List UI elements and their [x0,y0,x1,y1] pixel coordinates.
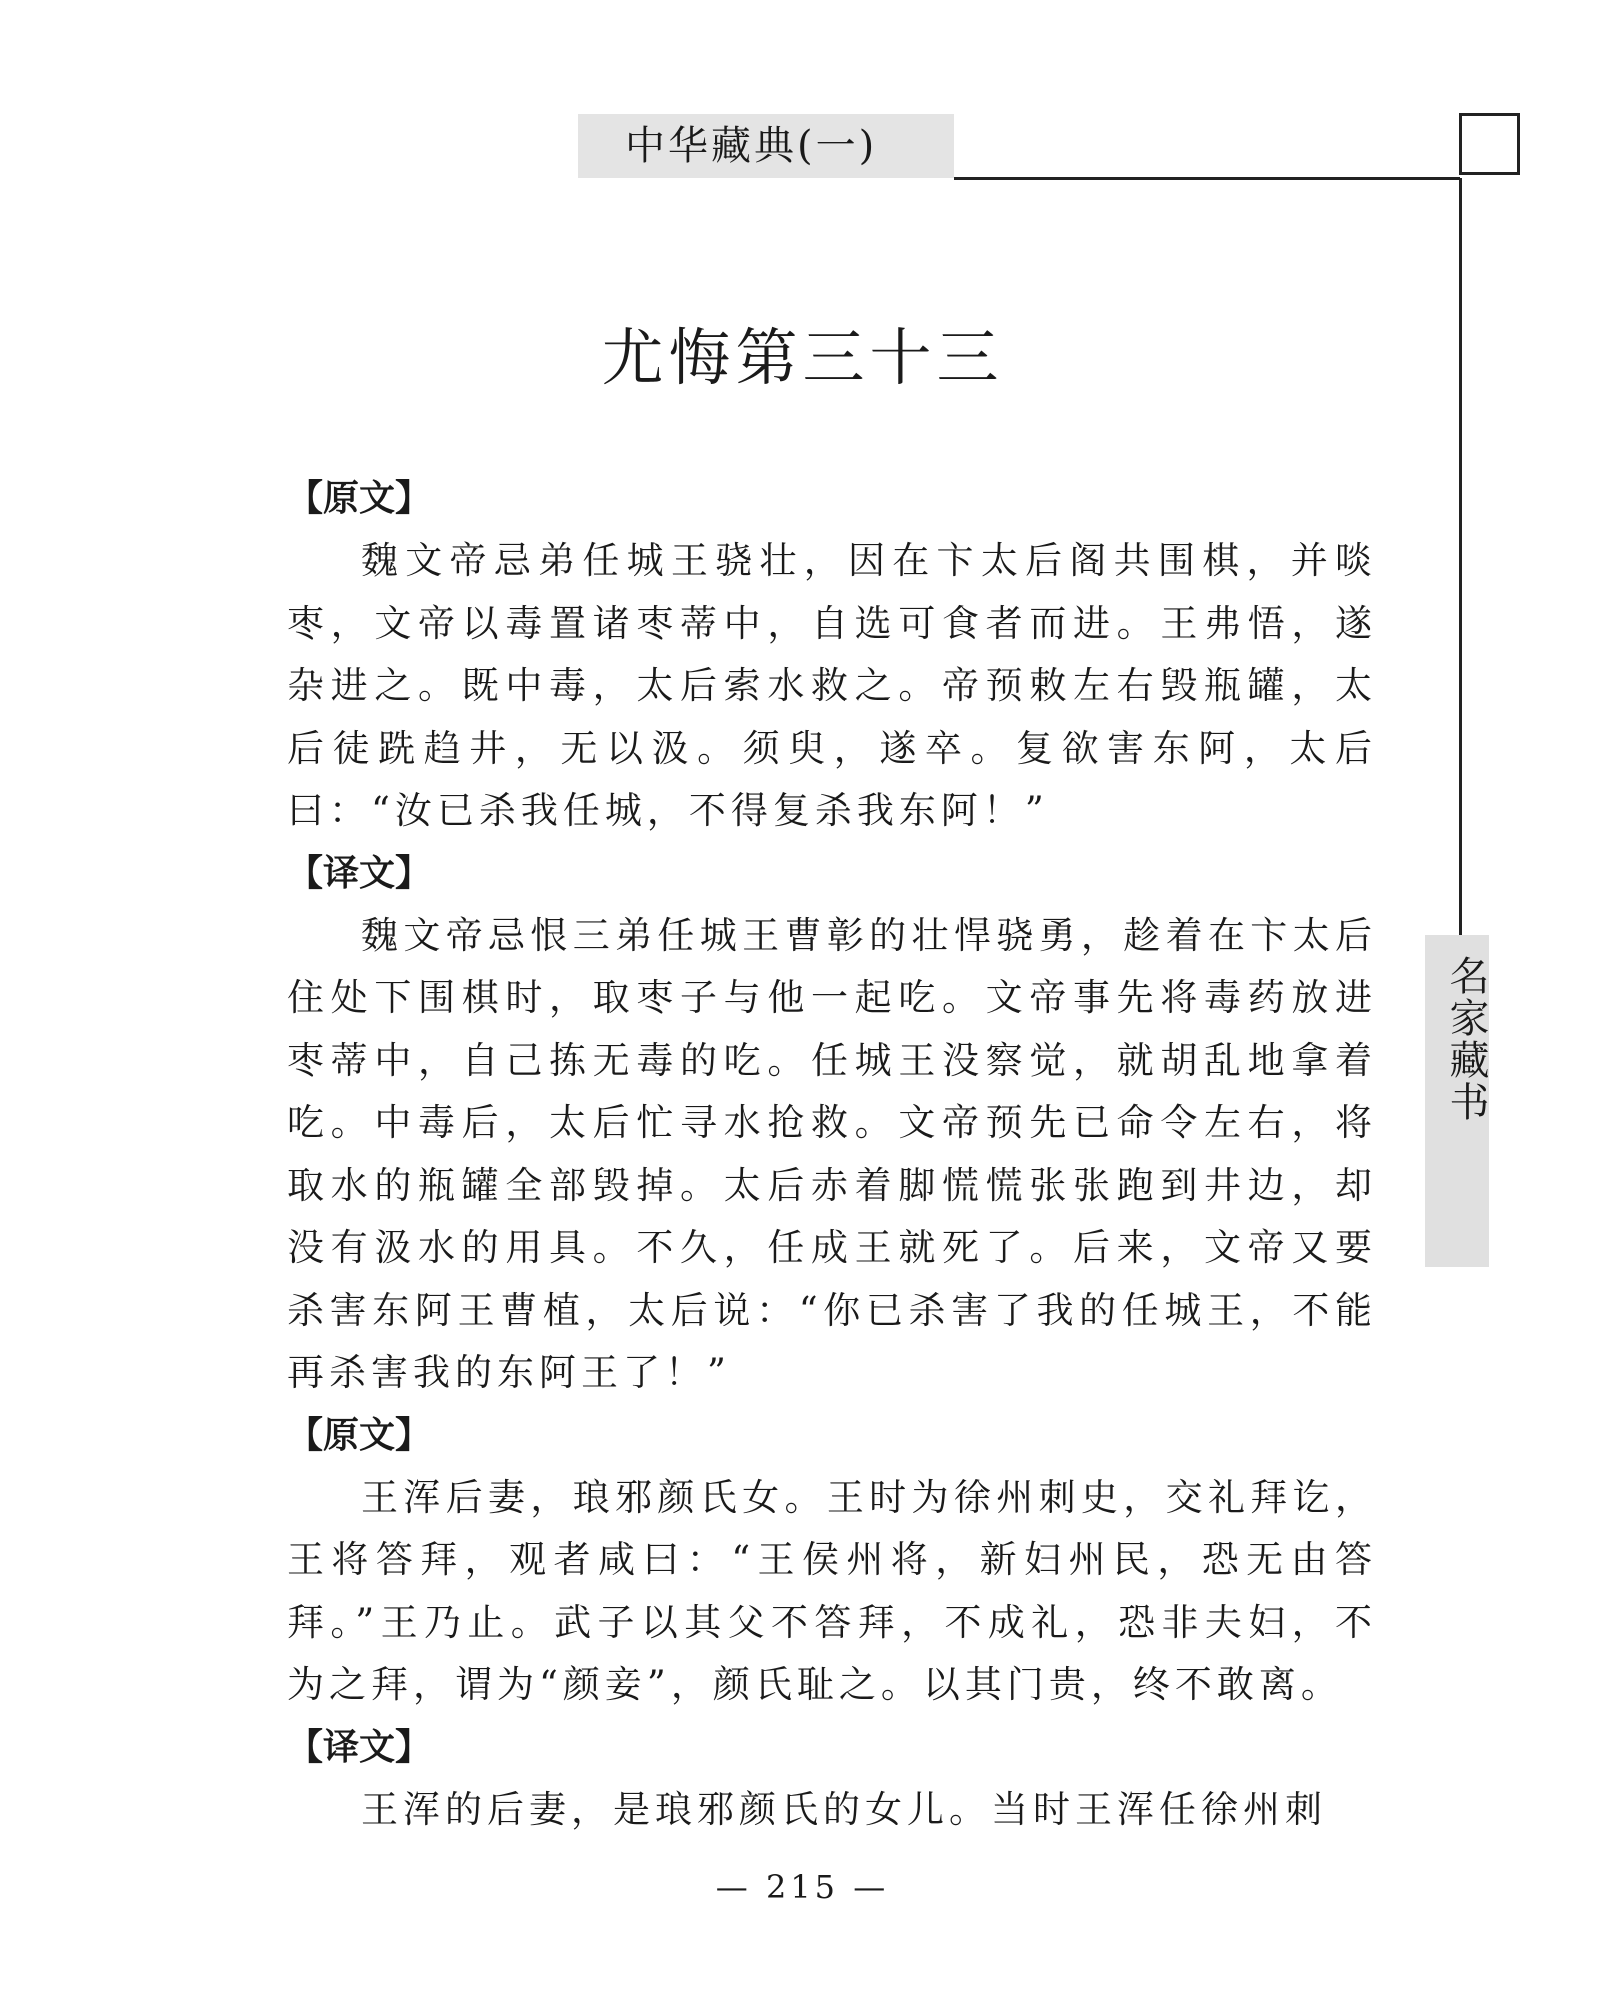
section-label: 【译文】 [287,1726,432,1768]
section-text: 魏文帝忌弟任城王骁壮，因在卞太后阁共围棋，并啖枣，文帝以毒置诸枣蒂中，自选可食者而进。王弗悟，遂杂进之。既中毒，太后索水救之。帝预敕左右毁瓶罐，太后徒跣趋井，无以汲。须臾，遂卒。复欲害东阿，太后曰：“汝已杀我任城，不得复杀我东阿！” [287,539,1377,832]
section-translation-1 [287,843,1377,1405]
section-original-2 [287,1405,1377,1717]
section-text: 王浑后妻，琅邪颜氏女。王时为徐州刺史，交礼拜讫，王将答拜，观者咸曰：“王侯州将，新妇州民，恐无由答拜。”王乃止。武子以其父不答拜，不成礼，恐非夫妇，不为之拜，谓为“颜妾”，颜氏耻之。以其门贵，终不敢离。 [287,1475,1377,1706]
section-translation-2 [287,1717,1377,1842]
header-rule [954,177,1460,180]
side-tab-label: 名家藏书 [1443,955,1489,1123]
corner-square [1459,113,1520,175]
section-original-1 [287,468,1377,843]
section-text: 魏文帝忌恨三弟任城王曹彰的壮悍骁勇，趁着在卞太后住处下围棋时，取枣子与他一起吃。文帝事先将毒药放进枣蒂中，自己拣无毒的吃。任城王没察觉，就胡乱地拿着吃。中毒后，太后忙寻水抢救。文帝预先已命令左右，将取水的瓶罐全部毁掉。太后赤着脚慌慌张张跑到井边，却没有汲水的用具。不久，任成王就死了。后来，文帝又要杀害东阿王曹植，太后说：“你已杀害了我的任城王，不能再杀害我的东阿王了！” [287,913,1377,1394]
section-label: 【译文】 [287,852,432,894]
section-label: 【原文】 [287,478,432,519]
vertical-rule [1459,178,1462,940]
main-content [287,468,1377,1841]
section-text: 王浑的后妻，是琅邪颜氏的女儿。当时王浑任徐州刺 [361,1787,1327,1831]
page-number: — 215 — [715,1868,890,1906]
chapter-title: 尤悔第三十三 [601,321,1004,394]
book-title: 中华藏典(一) [625,123,878,169]
section-label: 【原文】 [287,1414,432,1456]
